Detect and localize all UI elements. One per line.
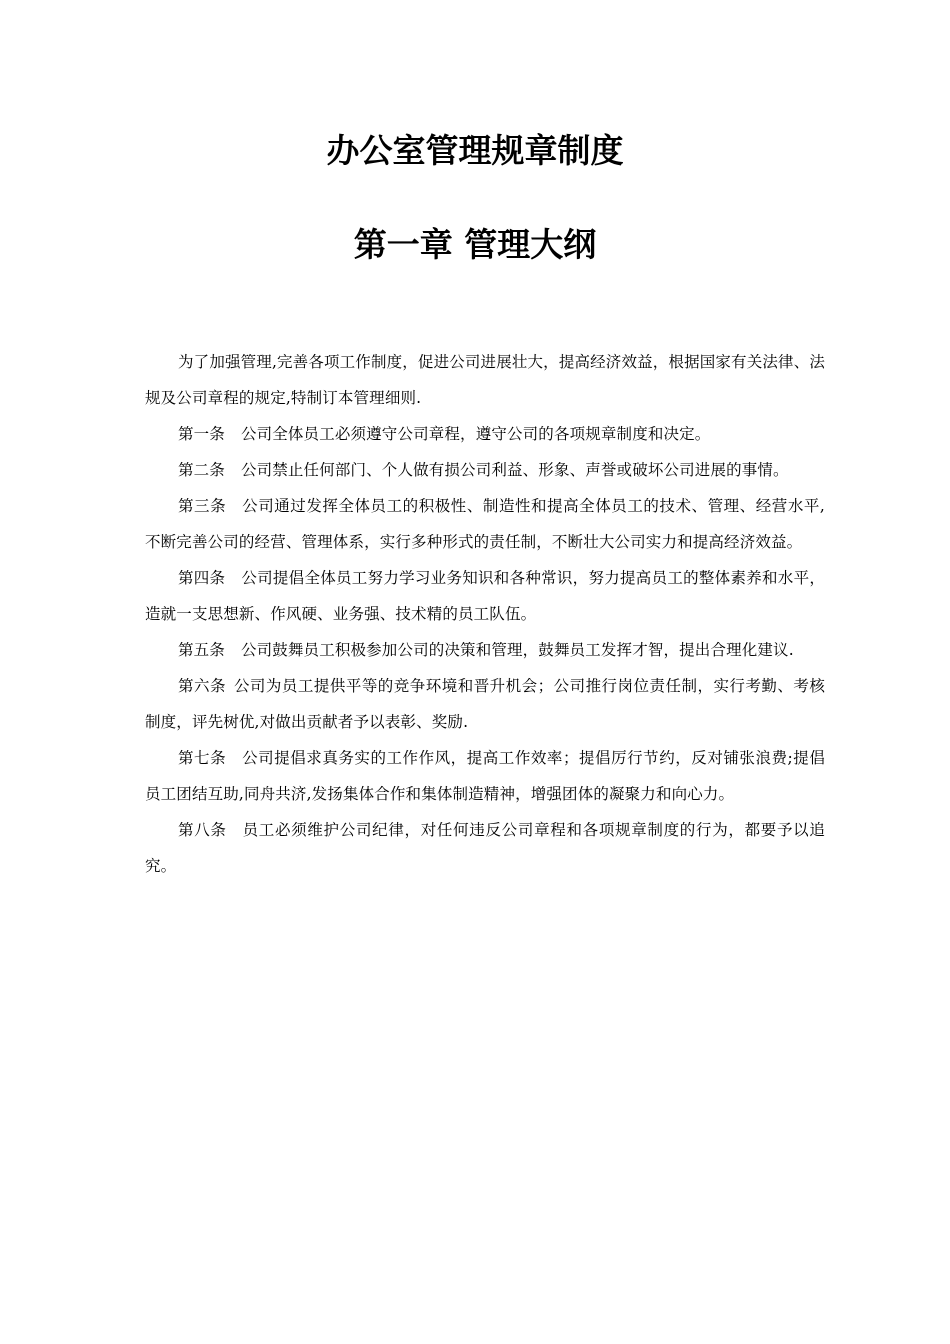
article-1 — [145, 416, 825, 452]
document-body — [145, 344, 825, 884]
article-text: 员工必须维护公司纪律，对任何违反公司章程和各项规章制度的行为，都要予以追究。 — [145, 821, 826, 875]
article-4 — [145, 560, 825, 632]
article-text: 公司禁止任何部门、个人做有损公司利益、形象、声誉或破坏公司进展的事情。 — [240, 461, 789, 479]
article-text: 公司通过发挥全体员工的积极性、制造性和提高全体员工的技术、管理、经营水平,不断完善公司的经营、管理体系，实行多种形式的责任制，不断壮大公司实力和提高经济效益。 — [145, 497, 826, 551]
article-number: 第六条 — [178, 677, 226, 695]
intro-paragraph: 为了加强管理,完善各项工作制度，促进公司进展壮大，提高经济效益，根据国家有关法律、法规及公司章程的规定,特制订本管理细则. — [145, 353, 825, 407]
article-5 — [145, 632, 825, 668]
chapter-title: 第一章 管理大纲 — [353, 225, 597, 264]
article-2 — [145, 452, 825, 488]
article-number: 第四条 — [178, 569, 226, 587]
article-7 — [145, 740, 825, 812]
article-text: 公司全体员工必须遵守公司章程，遵守公司的各项规章制度和决定。 — [240, 425, 711, 443]
article-number: 第一条 — [178, 425, 225, 443]
article-text: 公司鼓舞员工积极参加公司的决策和管理，鼓舞员工发挥才智，提出合理化建议. — [240, 641, 794, 659]
article-number: 第二条 — [178, 461, 225, 479]
article-6 — [145, 668, 825, 740]
article-number: 第三条 — [178, 497, 227, 515]
article-text: 公司提倡求真务实的工作作风，提高工作效率；提倡厉行节约，反对铺张浪费;提倡员工团结互助,同舟共济,发扬集体合作和集体制造精神，增强团体的凝聚力和向心力。 — [145, 749, 825, 803]
article-number: 第五条 — [178, 641, 225, 659]
article-number: 第七条 — [178, 749, 227, 767]
document-title: 办公室管理规章制度 — [326, 131, 624, 170]
article-number: 第八条 — [178, 821, 227, 839]
article-text: 公司为员工提供平等的竞争环境和晋升机会；公司推行岗位责任制，实行考勤、考核制度，评先树优,对做出贡献者予以表彰、奖励. — [145, 677, 825, 731]
article-3 — [145, 488, 825, 560]
article-8 — [145, 812, 825, 884]
article-text: 公司提倡全体员工努力学习业务知识和各种常识，努力提高员工的整体素养和水平，造就一支思想新、作风硬、业务强、技术精的员工队伍。 — [145, 569, 825, 623]
